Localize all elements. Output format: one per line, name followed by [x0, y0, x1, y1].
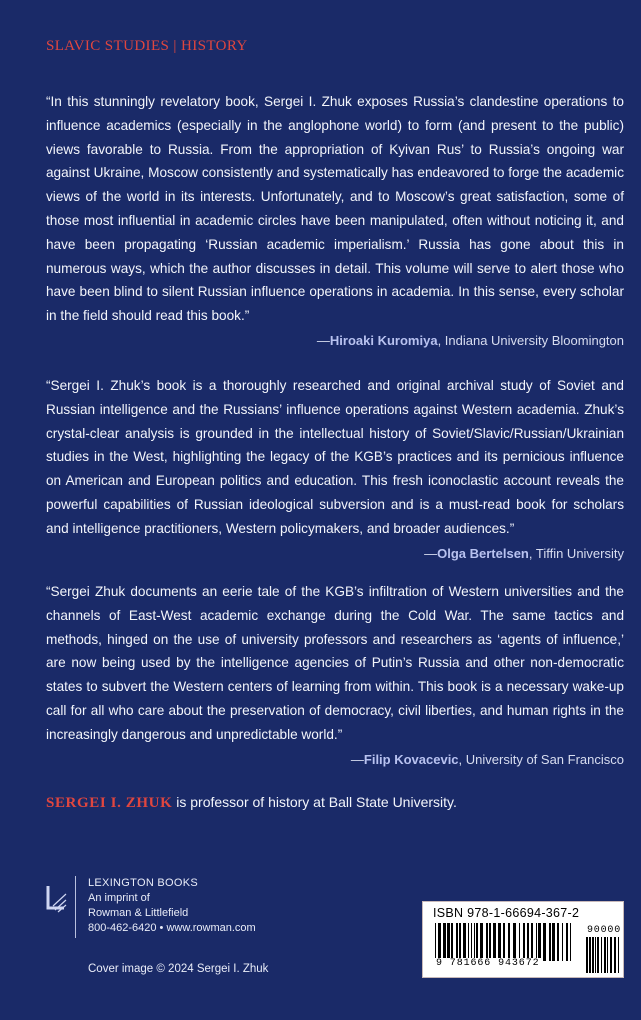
attribution-dash: —	[350, 751, 364, 767]
barcode-bar	[557, 923, 559, 961]
barcode-bar	[476, 923, 478, 961]
attribution-dash: —	[316, 332, 330, 348]
barcode-bar	[536, 923, 537, 961]
author-bio-text: is professor of history at Ball State University.	[172, 794, 457, 810]
publisher-contact: 800-462-6420 • www.rowman.com	[88, 922, 256, 934]
barcode-bar	[498, 923, 501, 961]
barcode-bar	[549, 923, 551, 961]
barcode-bar	[604, 937, 606, 973]
endorsement-text: “In this stunningly revelatory book, Sergei I. Zhuk exposes Russia’s clandestine operations to influence academics (especially in the anglophone world) to form (and present to the public) views favorable to Russia. From the appropriation of Kyivan Rus’ to Russia’s ongoing war against Ukraine, Moscow consistently and systematically has endeavored to forge the academic views of the world in its interests. Unfortunately, and to Moscow’s great satisfaction, some of those most influential in academic circles have been manipulated, often without noticing it, and have been propagating ‘Russian academic imperialism.’ Russia has gone about this in numerous ways, which the author discusses in detail. This volume will serve to alert those who have been blind to silent Russian influence operations in academia. In this sense, every scholar in the field should read this book.”	[46, 94, 624, 324]
barcode-bar	[589, 937, 591, 973]
author-bio	[46, 794, 457, 812]
endorser-affiliation: , Tiffin University	[528, 545, 624, 561]
barcode-bar	[474, 923, 475, 961]
endorsement-text: “Sergei I. Zhuk’s book is a thoroughly researched and original archival study of Soviet and Russian intelligence and the Russians’ influence operations against Western academia. Zhuk’s crystal-clear analysis is grounded in the intellectual history of Soviet/Slavic/Russian/Ukrainian studies in the West, highlighting the legacy of the KGB’s practices and its pernicious influence on American and European politics and education. This fresh iconoclastic account reveals the powerful capabilities of Russian ideological subversion and is a must-read book for scholars and intelligence practitioners, Western policymakers, and broader audiences.”	[46, 378, 624, 536]
attribution-dash: —	[424, 545, 438, 561]
barcode-bar	[552, 923, 555, 961]
barcode-bar	[513, 923, 516, 961]
barcode-bar	[543, 923, 546, 961]
barcode-bar	[480, 923, 483, 961]
endorser-affiliation: , Indiana University Bloomington	[437, 332, 624, 348]
endorser-name: Olga Bertelsen	[437, 545, 529, 561]
barcode-bar	[456, 923, 458, 961]
publisher-name: LEXINGTON BOOKS	[88, 877, 199, 889]
barcode-bar	[463, 923, 466, 961]
endorsement-attribution	[46, 749, 624, 771]
barcode-bar	[451, 923, 453, 961]
endorsement-1	[46, 90, 624, 352]
barcode-bar	[443, 923, 446, 961]
barcode-bar	[595, 937, 596, 973]
cover-credit: Cover image © 2024 Sergei I. Zhuk	[88, 963, 269, 975]
barcode-bar	[489, 923, 491, 961]
parent-publisher: Rowman & Littlefield	[88, 907, 189, 919]
barcode-bar	[503, 923, 505, 961]
isbn-barcode	[422, 901, 624, 978]
author-name: SERGEI I. ZHUK	[46, 795, 173, 811]
endorsement-3	[46, 580, 624, 771]
endorsement-text: “Sergei Zhuk documents an eerie tale of the KGB’s infiltration of Western universities and the channels of East-West academic exchange during the Cold War. The same tactics and methods, hinged on the use of university professors and researchers as ‘agents of influence,’ are now being used by the intelligence agencies of Putin’s Russia and other non-democratic states to subvert the Western centers of learning from within. This book is a necessary wake-up call for all who care about the preservation of democracy, civil liberties, and human rights in the increasingly dangerous and unpredictable world.”	[46, 584, 624, 742]
barcode-bar	[519, 923, 520, 961]
lexington-logo-icon	[44, 884, 68, 914]
barcode-bar	[435, 923, 436, 961]
barcode-bar	[618, 937, 619, 973]
barcode-bar	[607, 937, 608, 973]
isbn-text: ISBN 978-1-66694-367-2	[433, 906, 580, 920]
barcode-bar	[586, 937, 588, 973]
barcode-bar	[592, 937, 594, 973]
endorser-name: Filip Kovacevic	[363, 751, 459, 767]
barcode-bar	[597, 937, 599, 973]
category-label: SLAVIC STUDIES | HISTORY	[46, 38, 248, 54]
barcode-bar	[447, 923, 450, 961]
barcode-bar	[486, 923, 488, 961]
publisher-divider	[75, 876, 76, 938]
barcode-bar	[493, 923, 496, 961]
barcode-bar	[531, 923, 533, 961]
endorser-name: Hiroaki Kuromiya	[329, 332, 438, 348]
endorsement-2	[46, 374, 624, 565]
barcode-bar	[570, 923, 571, 961]
barcode-bar	[508, 923, 510, 961]
publisher-text	[88, 876, 256, 936]
imprint-line: An imprint of	[88, 892, 150, 904]
endorsement-attribution	[46, 543, 624, 565]
endorsement-attribution	[46, 330, 624, 352]
barcode-digits: 9 781666 943672	[436, 958, 540, 969]
barcode-bar	[562, 923, 563, 961]
endorser-affiliation: , University of San Francisco	[458, 751, 624, 767]
barcode-bar	[523, 923, 525, 961]
barcode-bar	[468, 923, 469, 961]
barcode-bar	[459, 923, 461, 961]
barcode-bar	[527, 923, 529, 961]
barcode-bar	[438, 923, 441, 961]
barcode-bar	[610, 937, 612, 973]
publisher-block	[44, 872, 304, 942]
barcode-bar	[471, 923, 472, 961]
barcode-bar	[614, 937, 616, 973]
barcode-addon-digits: 90000	[587, 925, 622, 936]
barcode-bar	[538, 923, 541, 961]
barcode-bar	[566, 923, 568, 961]
barcode-bar	[601, 937, 602, 973]
